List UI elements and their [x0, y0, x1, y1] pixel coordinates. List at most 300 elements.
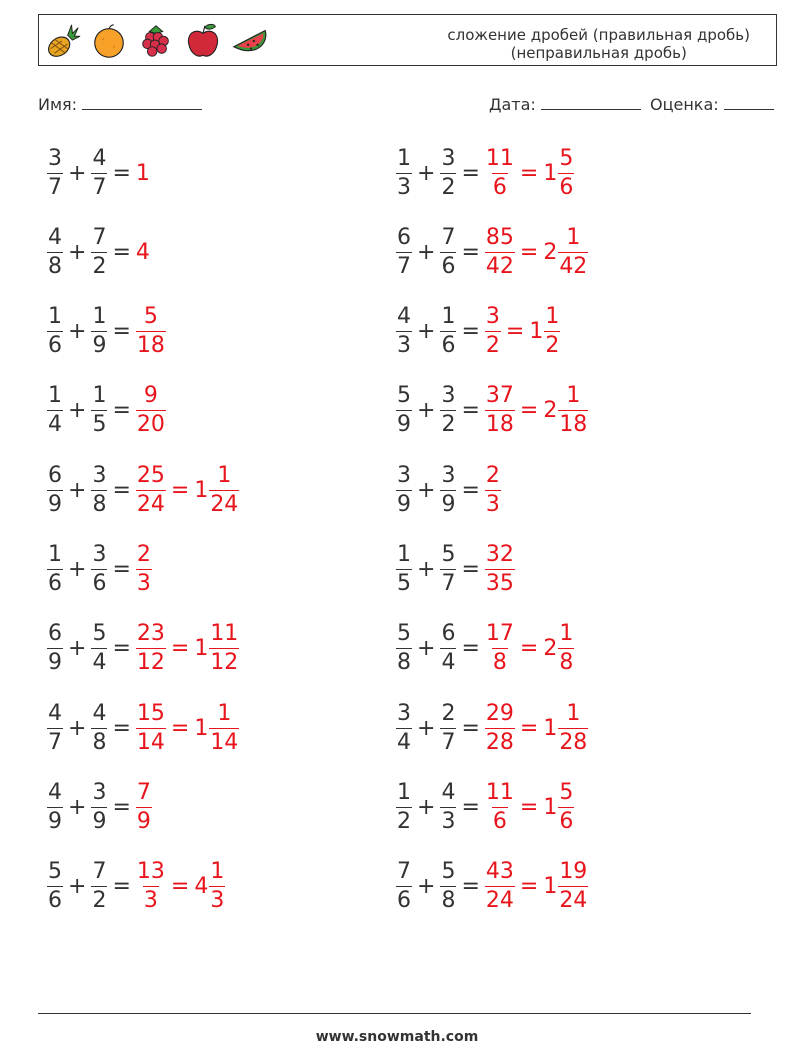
grade-field: [650, 95, 774, 114]
denominator: 24: [136, 491, 165, 517]
fraction: [485, 858, 515, 915]
fraction: [47, 303, 63, 360]
answer: [136, 700, 239, 757]
fraction: [136, 779, 152, 836]
plus-sign: +: [68, 715, 87, 741]
denominator: 3: [210, 888, 225, 914]
fraction: [485, 303, 501, 360]
numerator: 3: [485, 304, 500, 330]
problem-left-6: [47, 540, 152, 600]
problem-right-2: [396, 222, 588, 282]
equals-sign: =: [461, 715, 480, 741]
answer: [136, 858, 225, 915]
problem-right-4: [396, 381, 588, 441]
denominator: 2: [397, 808, 411, 834]
problem-right-5: [396, 460, 501, 520]
numerator: 3: [397, 462, 411, 488]
equals-sign: =: [505, 319, 525, 345]
denominator: 7: [441, 729, 456, 755]
denominator: 14: [136, 729, 165, 755]
plus-sign: +: [417, 557, 436, 582]
fraction: [209, 700, 239, 757]
denominator: 4: [397, 729, 411, 755]
answer: [136, 382, 166, 439]
fraction: [440, 303, 456, 360]
fraction: [440, 700, 456, 757]
denominator: 24: [485, 888, 514, 914]
numerator: 5: [397, 621, 411, 647]
numerator: 5: [48, 859, 62, 885]
fraction: [485, 541, 515, 598]
numerator: 5: [559, 145, 574, 171]
answer: [485, 462, 501, 519]
plus-sign: +: [417, 794, 436, 820]
denominator: 6: [441, 253, 456, 279]
whole-number: 1: [194, 636, 209, 662]
numerator: 5: [441, 542, 456, 567]
numerator: 1: [566, 224, 581, 250]
plus-sign: +: [68, 636, 87, 662]
numerator: 1: [441, 304, 456, 330]
plus-sign: +: [68, 160, 87, 186]
numerator: 6: [48, 621, 62, 647]
fraction: [558, 224, 588, 281]
denominator: 14: [210, 729, 239, 755]
denominator: 6: [559, 174, 574, 200]
fraction: [558, 382, 588, 439]
numerator: 6: [441, 621, 456, 647]
numerator: 2: [441, 700, 456, 726]
fraction: [558, 858, 588, 915]
numerator: 1: [92, 304, 107, 330]
fraction: [91, 858, 107, 915]
worksheet-header: [38, 14, 777, 66]
grade-blank[interactable]: [724, 95, 774, 110]
answer: [485, 303, 560, 360]
watermelon-icon: [231, 21, 269, 61]
title-line-2: (неправильная дробь): [510, 44, 687, 62]
fraction: [47, 779, 63, 836]
fraction: [396, 462, 412, 519]
whole-number: 2: [543, 398, 558, 424]
date-field: [489, 95, 641, 114]
numerator: 7: [92, 859, 107, 885]
answer: [136, 161, 151, 186]
fraction: [558, 620, 574, 677]
equals-sign: =: [519, 398, 539, 424]
fraction: [47, 145, 63, 202]
fraction: [396, 620, 412, 677]
plus-sign: +: [417, 239, 436, 265]
fraction: [91, 541, 107, 598]
numerator: 6: [397, 224, 411, 250]
numerator: 4: [48, 224, 62, 250]
fraction: [47, 620, 63, 677]
fraction: [91, 462, 107, 519]
denominator: 35: [485, 571, 514, 596]
problem-left-9: [47, 777, 152, 837]
denominator: 42: [559, 253, 588, 279]
fraction: [91, 303, 107, 360]
equals-sign: =: [170, 636, 190, 662]
numerator: 1: [566, 700, 581, 726]
fraction: [485, 382, 515, 439]
fraction: [396, 858, 412, 915]
fraction: [485, 145, 515, 202]
answer: [485, 779, 574, 836]
numerator: 9: [143, 383, 158, 409]
answer: [136, 462, 239, 519]
numerator: 1: [217, 700, 232, 726]
fraction: [91, 779, 107, 836]
numerator: 85: [485, 224, 514, 250]
denominator: 28: [485, 729, 514, 755]
whole-number: 1: [194, 715, 209, 741]
numerator: 3: [92, 462, 107, 488]
fraction: [47, 858, 63, 915]
numerator: 5: [143, 304, 158, 330]
denominator: 8: [492, 650, 507, 676]
numerator: 1: [545, 304, 560, 330]
numerator: 7: [136, 779, 151, 805]
fraction: [396, 779, 412, 836]
fraction: [440, 224, 456, 281]
denominator: 9: [48, 491, 62, 517]
apple-icon: [184, 21, 222, 61]
denominator: 3: [485, 491, 500, 517]
equals-sign: =: [461, 477, 480, 503]
plus-sign: +: [68, 239, 87, 265]
plus-sign: +: [68, 398, 87, 424]
numerator: 3: [92, 779, 107, 805]
numerator: 11: [485, 145, 514, 171]
problem-right-8: [396, 698, 588, 758]
fraction: [485, 462, 501, 519]
denominator: 6: [92, 571, 107, 596]
denominator: 4: [48, 412, 62, 438]
denominator: 24: [559, 888, 588, 914]
answer: [485, 224, 588, 281]
denominator: 9: [48, 650, 62, 676]
equals-sign: =: [461, 398, 480, 424]
fraction: [209, 462, 239, 519]
problem-left-5: [47, 460, 239, 520]
problem-right-10: [396, 857, 588, 917]
whole-number: 1: [529, 319, 544, 345]
denominator: 7: [48, 174, 62, 200]
problem-right-6: [396, 540, 515, 600]
equals-sign: =: [112, 160, 131, 186]
fraction: [440, 541, 456, 598]
fraction: [396, 382, 412, 439]
fraction: [558, 779, 574, 836]
worksheet-title: [447, 26, 750, 62]
numerator: 4: [441, 779, 456, 805]
equals-sign: =: [112, 319, 131, 345]
denominator: 2: [545, 333, 560, 359]
denominator: 6: [397, 888, 411, 914]
fraction: [544, 303, 560, 360]
numerator: 1: [397, 145, 411, 171]
numerator: 7: [441, 224, 456, 250]
equals-sign: =: [519, 715, 539, 741]
plus-sign: +: [417, 715, 436, 741]
fraction: [440, 620, 456, 677]
name-blank[interactable]: [82, 95, 202, 110]
denominator: 3: [143, 888, 158, 914]
fraction: [396, 145, 412, 202]
fraction: [136, 462, 166, 519]
equals-sign: =: [112, 557, 131, 582]
equals-sign: =: [112, 398, 131, 424]
numerator: 1: [92, 383, 107, 409]
plus-sign: +: [417, 398, 436, 424]
numerator: 7: [92, 224, 107, 250]
denominator: 2: [441, 174, 456, 200]
numerator: 2: [136, 542, 151, 567]
equals-sign: =: [112, 477, 131, 503]
denominator: 7: [92, 174, 107, 200]
fraction: [91, 700, 107, 757]
equals-sign: =: [519, 239, 539, 265]
numerator: 1: [559, 621, 574, 647]
answer: [136, 541, 152, 598]
numerator: 4: [397, 304, 411, 330]
fruit-icons: [43, 19, 278, 63]
fraction: [91, 620, 107, 677]
equals-sign: =: [170, 874, 190, 900]
answer: [485, 382, 588, 439]
answer: [136, 303, 166, 360]
denominator: 18: [136, 333, 165, 359]
plus-sign: +: [68, 557, 87, 582]
numerator: 3: [92, 542, 107, 567]
numerator: 37: [485, 383, 514, 409]
name-label: Имя:: [38, 95, 78, 114]
denominator: 28: [559, 729, 588, 755]
denominator: 5: [397, 571, 411, 596]
problem-right-9: [396, 777, 574, 837]
numerator: 4: [92, 145, 107, 171]
plus-sign: +: [417, 160, 436, 186]
numerator: 43: [485, 859, 514, 885]
fraction: [209, 858, 225, 915]
fraction: [440, 858, 456, 915]
equals-sign: =: [519, 160, 539, 186]
whole-number: 1: [543, 715, 558, 741]
fraction: [396, 541, 412, 598]
grade-label: Оценка:: [650, 95, 719, 114]
fraction: [91, 382, 107, 439]
numerator: 1: [210, 859, 225, 885]
denominator: 5: [92, 412, 107, 438]
equals-sign: =: [112, 239, 131, 265]
fraction: [440, 779, 456, 836]
whole-number: 2: [543, 239, 558, 265]
fraction: [136, 620, 166, 677]
footer-website: www.snowmath.com: [315, 1029, 479, 1045]
numerator: 5: [397, 383, 411, 409]
problem-right-7: [396, 619, 574, 679]
numerator: 4: [92, 700, 107, 726]
denominator: 8: [559, 650, 574, 676]
equals-sign: =: [461, 239, 480, 265]
fraction: [396, 700, 412, 757]
equals-sign: =: [461, 636, 480, 662]
fraction: [485, 224, 515, 281]
fraction: [47, 700, 63, 757]
problem-right-3: [396, 302, 560, 362]
footer-divider: [38, 1013, 751, 1014]
fraction: [136, 382, 166, 439]
title-line-1: сложение дробей (правильная дробь): [447, 26, 750, 44]
denominator: 2: [441, 412, 456, 438]
fraction: [136, 541, 152, 598]
answer: [136, 620, 239, 677]
equals-sign: =: [112, 874, 131, 900]
equals-sign: =: [112, 794, 131, 820]
numerator: 29: [485, 700, 514, 726]
denominator: 2: [92, 888, 107, 914]
denominator: 9: [397, 491, 411, 517]
numerator: 19: [559, 859, 588, 885]
denominator: 8: [397, 650, 411, 676]
numerator: 1: [566, 383, 581, 409]
denominator: 7: [48, 729, 62, 755]
fraction: [396, 303, 412, 360]
numerator: 1: [217, 462, 232, 488]
fraction: [91, 145, 107, 202]
denominator: 9: [48, 808, 62, 834]
numerator: 11: [210, 621, 239, 647]
name-field: [38, 95, 202, 114]
date-blank[interactable]: [541, 95, 641, 110]
answer: [136, 240, 151, 265]
denominator: 8: [92, 729, 107, 755]
fraction: [558, 145, 574, 202]
problem-left-1: [47, 143, 151, 203]
denominator: 3: [397, 333, 411, 359]
equals-sign: =: [461, 794, 480, 820]
fraction: [91, 224, 107, 281]
equals-sign: =: [461, 319, 480, 345]
plus-sign: +: [68, 477, 87, 503]
numerator: 5: [559, 779, 574, 805]
numerator: 17: [485, 621, 514, 647]
plus-sign: +: [417, 319, 436, 345]
fraction: [47, 541, 63, 598]
numerator: 1: [48, 383, 62, 409]
numerator: 1: [48, 304, 62, 330]
plus-sign: +: [68, 794, 87, 820]
denominator: 7: [441, 571, 456, 596]
equals-sign: =: [519, 874, 539, 900]
raspberry-icon: [137, 21, 175, 61]
problem-right-1: [396, 143, 574, 203]
denominator: 9: [92, 808, 107, 834]
answer: [485, 858, 588, 915]
fraction: [440, 382, 456, 439]
answer: [485, 620, 574, 677]
denominator: 12: [136, 650, 165, 676]
fraction: [47, 224, 63, 281]
denominator: 12: [210, 650, 239, 676]
numerator: 2: [485, 462, 500, 488]
numerator: 23: [136, 621, 165, 647]
denominator: 18: [559, 412, 588, 438]
answer: [485, 541, 515, 598]
whole-number: 1: [194, 477, 209, 503]
fraction: [485, 620, 515, 677]
denominator: 9: [441, 491, 456, 517]
denominator: 9: [92, 333, 107, 359]
answer: [136, 779, 152, 836]
denominator: 6: [441, 333, 456, 359]
denominator: 2: [92, 253, 107, 279]
denominator: 6: [48, 333, 62, 359]
denominator: 4: [92, 650, 107, 676]
problem-left-10: [47, 857, 225, 917]
answer: [485, 145, 574, 202]
denominator: 9: [397, 412, 411, 438]
denominator: 18: [485, 412, 514, 438]
numerator: 25: [136, 462, 165, 488]
whole-number: 4: [135, 239, 150, 265]
numerator: 1: [397, 542, 411, 567]
numerator: 15: [136, 700, 165, 726]
denominator: 3: [136, 571, 151, 596]
numerator: 32: [485, 542, 514, 567]
numerator: 7: [397, 859, 411, 885]
denominator: 6: [48, 571, 62, 596]
fraction: [485, 700, 515, 757]
denominator: 6: [492, 174, 507, 200]
numerator: 11: [485, 779, 514, 805]
numerator: 3: [441, 145, 456, 171]
denominator: 7: [397, 253, 411, 279]
problem-left-2: [47, 222, 151, 282]
plus-sign: +: [417, 636, 436, 662]
denominator: 2: [485, 333, 500, 359]
fraction: [136, 700, 166, 757]
numerator: 4: [48, 700, 62, 726]
plus-sign: +: [68, 319, 87, 345]
whole-number: 1: [543, 794, 558, 820]
fraction: [47, 382, 63, 439]
equals-sign: =: [461, 557, 480, 582]
equals-sign: =: [519, 794, 539, 820]
equals-sign: =: [112, 715, 131, 741]
equals-sign: =: [461, 160, 480, 186]
plus-sign: +: [417, 874, 436, 900]
fraction: [558, 700, 588, 757]
fraction: [485, 779, 515, 836]
denominator: 6: [48, 888, 62, 914]
whole-number: 2: [543, 636, 558, 662]
denominator: 8: [441, 888, 456, 914]
whole-number: 1: [543, 874, 558, 900]
denominator: 20: [136, 412, 165, 438]
numerator: 4: [48, 779, 62, 805]
numerator: 5: [441, 859, 456, 885]
denominator: 6: [492, 808, 507, 834]
denominator: 4: [441, 650, 456, 676]
fraction: [136, 303, 166, 360]
problem-left-7: [47, 619, 239, 679]
numerator: 6: [48, 462, 62, 488]
equals-sign: =: [112, 636, 131, 662]
numerator: 3: [441, 383, 456, 409]
